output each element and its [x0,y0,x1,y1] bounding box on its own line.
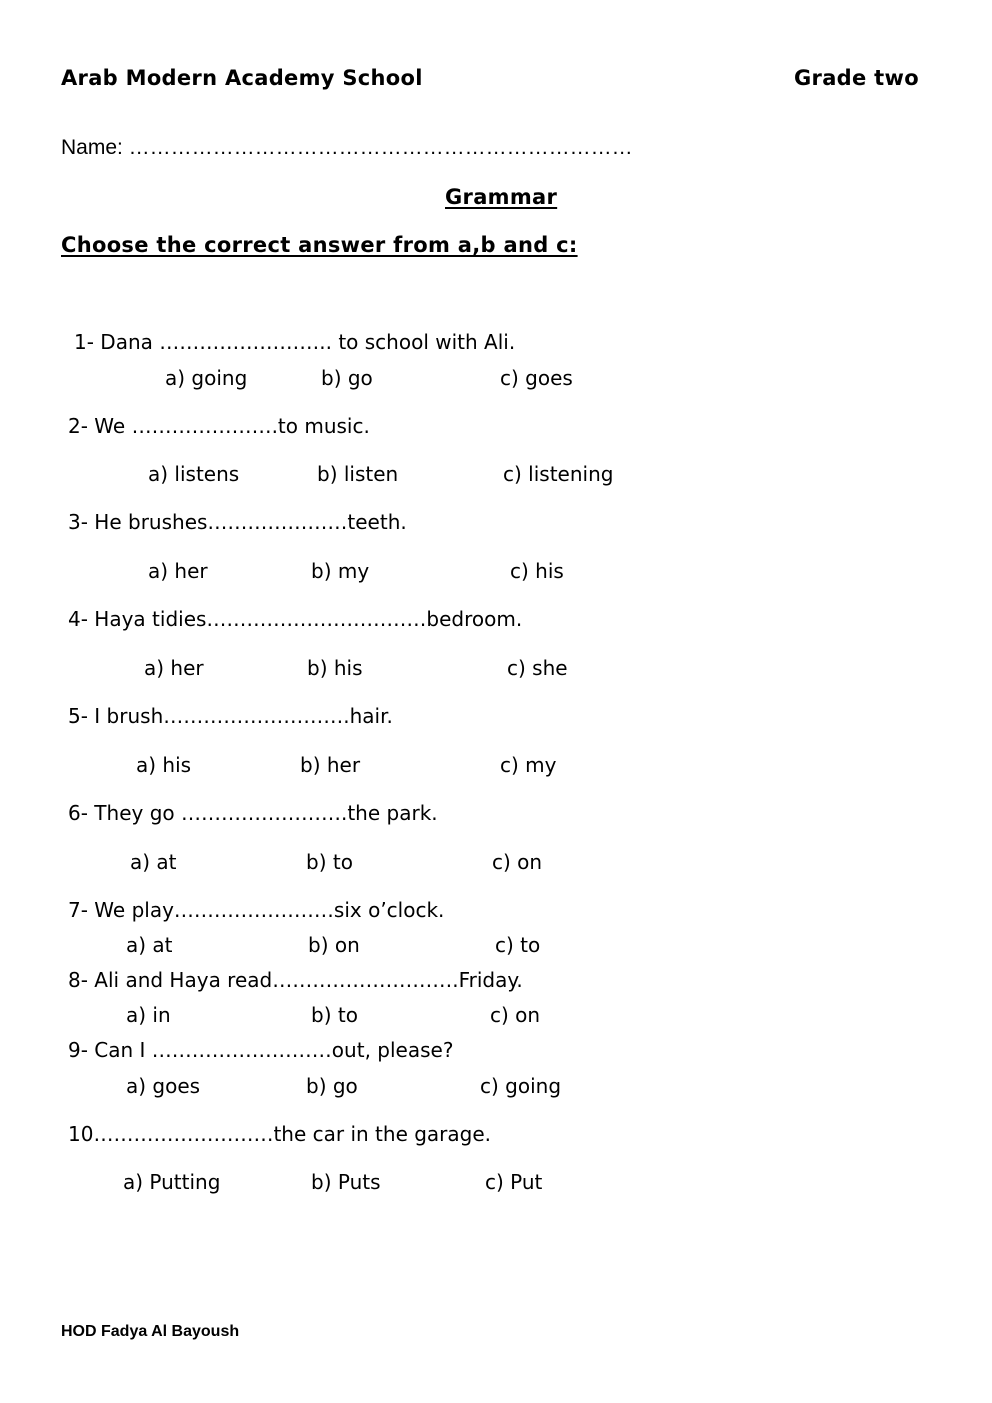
school-name: Arab Modern Academy School [61,66,423,90]
option-b: b) Puts [311,1170,381,1194]
question-stem: 2- We ………………….to music. [68,414,370,438]
question-stem: 7- We play……………………six o’clock. [68,898,445,922]
question-stem: 1- Dana …………………….. to school with Ali. [74,330,516,354]
option-a: a) goes [126,1074,201,1098]
option-b: b) her [300,753,361,777]
question-stem: 3- He brushes…………………teeth. [68,510,407,534]
option-a: a) her [144,656,204,680]
option-a: a) at [130,850,177,874]
name-line: Name: ……………………………………………………………… [61,136,633,159]
grade-label: Grade two [794,66,919,90]
option-a: a) listens [148,462,240,486]
footer-author: HOD Fadya Al Bayoush [61,1323,240,1340]
option-a: a) at [126,933,173,957]
question-stem: 6- They go …………………….the park. [68,801,438,825]
option-c: c) to [495,933,541,957]
option-b: b) to [306,850,353,874]
section-title: Grammar [445,185,558,209]
instruction: Choose the correct answer from a,b and c: [61,233,578,257]
option-c: c) going [480,1074,562,1098]
option-b: b) go [321,366,373,390]
option-c: c) she [507,656,568,680]
option-a: a) her [148,559,208,583]
option-b: b) go [306,1074,358,1098]
option-b: b) his [307,656,363,680]
option-b: b) listen [317,462,399,486]
option-c: c) listening [503,462,614,486]
option-c: c) Put [485,1170,543,1194]
question-stem: 4- Haya tidies……………………………bedroom. [68,607,523,631]
option-c: c) on [490,1003,541,1027]
question-stem: 10………………………the car in the garage. [68,1122,492,1146]
option-a: a) his [136,753,192,777]
option-a: a) going [165,366,248,390]
option-a: a) Putting [123,1170,221,1194]
question-stem: 9- Can I ………………………out, please? [68,1038,454,1062]
option-c: c) goes [500,366,573,390]
option-a: a) in [126,1003,171,1027]
option-b: b) my [311,559,370,583]
option-c: c) his [510,559,564,583]
option-b: b) on [308,933,360,957]
option-b: b) to [311,1003,358,1027]
question-stem: 8- Ali and Haya read……………………….Friday. [68,968,523,992]
question-stem: 5- I brush……………………….hair. [68,704,393,728]
option-c: c) on [492,850,543,874]
option-c: c) my [500,753,557,777]
